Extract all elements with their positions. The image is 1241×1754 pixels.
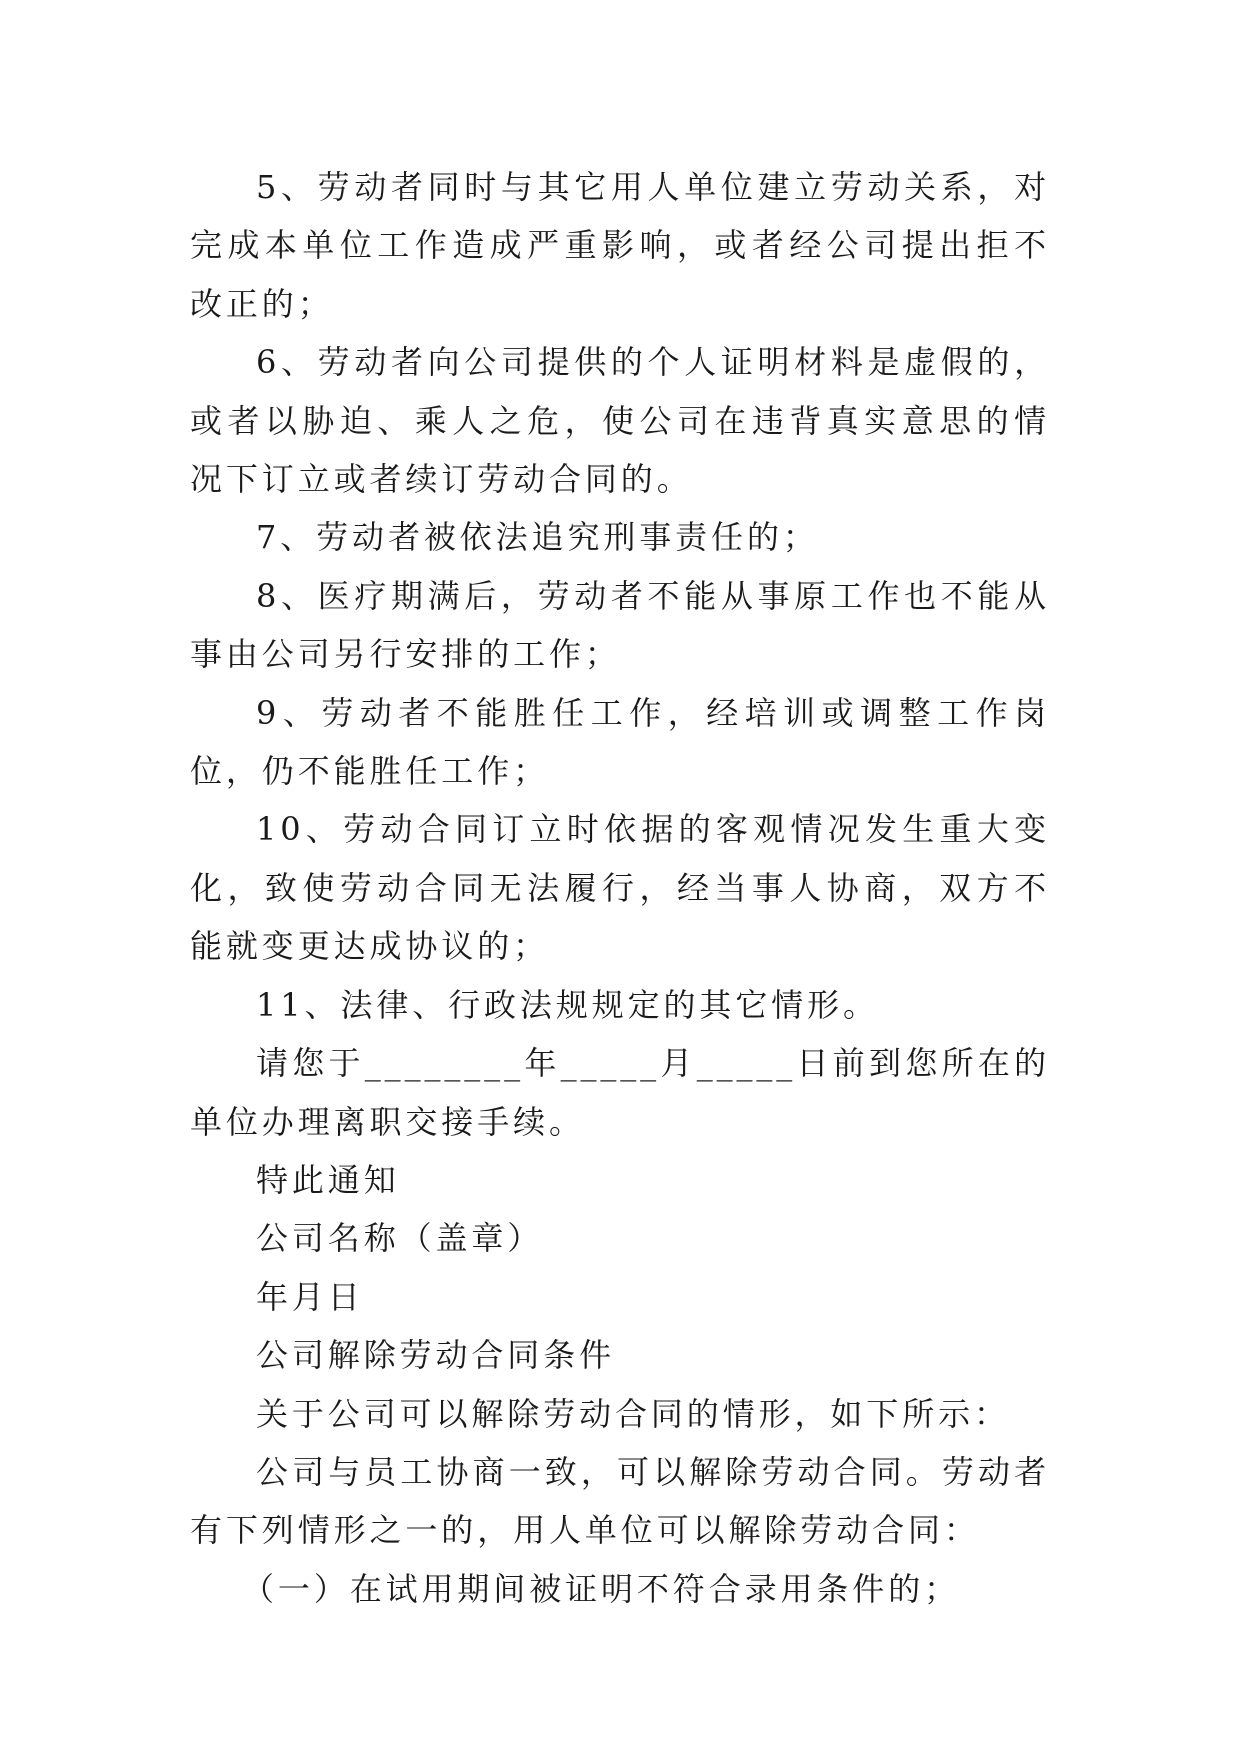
clause-8: 8、医疗期满后，劳动者不能从事原工作也不能从事由公司另行安排的工作； xyxy=(190,576,1050,674)
intro-paragraph: 关于公司可以解除劳动合同的情形，如下所示： xyxy=(256,1394,1010,1433)
notice-line: 特此通知 xyxy=(256,1160,400,1199)
document-body xyxy=(190,158,1050,1618)
clause-5: 5、劳动者同时与其它用人单位建立劳动关系，对完成本单位工作造成严重影响，或者经公司提出拒不改正的； xyxy=(190,168,1050,323)
clause-6: 6、劳动者向公司提供的个人证明材料是虚假的，或者以胁迫、乘人之危，使公司在违背真实意思的情况下订立或者续订劳动合同的。 xyxy=(190,343,1050,499)
clause-7: 7、劳动者被依法追究刑事责任的； xyxy=(256,518,819,557)
agreement-paragraph: 公司与员工协商一致，可以解除劳动合同。劳动者有下列情形之一的，用人单位可以解除劳动合同： xyxy=(190,1452,1050,1550)
section-title: 公司解除劳动合同条件 xyxy=(256,1336,616,1375)
deadline-paragraph: 请您于________年_____月_____日前到您所在的单位办理离职交接手续。 xyxy=(190,1044,1050,1141)
company-seal-line: 公司名称（盖章） xyxy=(256,1219,544,1258)
clause-9: 9、劳动者不能胜任工作，经培训或调整工作岗位，仍不能胜任工作； xyxy=(190,693,1050,791)
item-1: （一）在试用期间被证明不符合录用条件的； xyxy=(242,1569,961,1608)
clause-11: 11、法律、行政法规规定的其它情形。 xyxy=(256,985,879,1024)
clause-10: 10、劳动合同订立时依据的客观情况发生重大变化，致使劳动合同无法履行，经当事人协商，双方不能就变更达成协议的； xyxy=(190,810,1050,966)
date-line: 年月日 xyxy=(256,1277,364,1316)
